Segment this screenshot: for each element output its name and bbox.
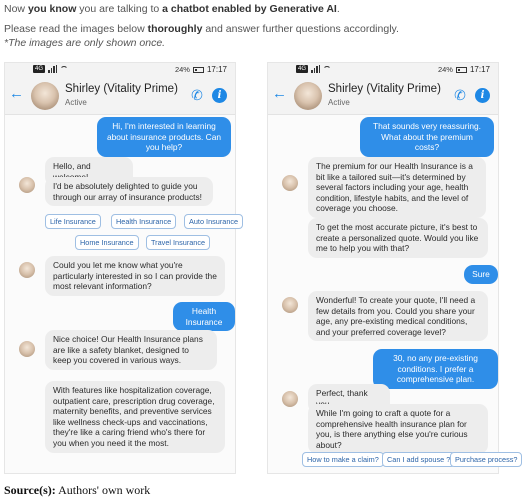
bot-avatar xyxy=(19,341,35,357)
chat-screenshots xyxy=(4,62,516,474)
info-icon[interactable]: i xyxy=(212,88,227,103)
bot-message: Perfect, thank xyxy=(308,384,390,413)
source-caption: Source(s): Authors' own work xyxy=(4,483,151,497)
chat-thread xyxy=(5,115,237,475)
battery-percent: 24% xyxy=(174,65,190,74)
quick-reply-chip[interactable]: Home Insurance xyxy=(75,235,139,250)
quick-reply-chip[interactable]: Travel Insurance xyxy=(146,235,210,250)
battery-icon xyxy=(456,67,467,73)
signal-icon xyxy=(311,65,320,73)
phone-call-icon[interactable]: ✆ xyxy=(191,87,203,103)
bot-avatar xyxy=(282,175,298,191)
bot-message: Nice choice! Our Health Insurance plans are like a safety blanket, designed to keep you covered in various ways. xyxy=(45,330,217,370)
clock: 17:17 xyxy=(206,65,227,74)
battery-icon xyxy=(193,67,204,73)
intro-line-1: Now you know you are talking to a chatbot enabled by Generative AI. xyxy=(4,3,340,15)
bot-message: I'd be absolutely delighted to guide you through our array of insurance products! xyxy=(45,177,213,206)
bot-message: To get the most accurate picture, it's best to create a personalized quote. Would you like me to help you with that? xyxy=(308,218,488,258)
intro-line-3: *The images are only shown once. xyxy=(4,37,166,49)
network-badge-icon: 4G xyxy=(35,66,44,72)
battery-percent: 24% xyxy=(437,65,453,74)
status-bar xyxy=(268,63,498,77)
chat-thread xyxy=(268,115,518,475)
bot-avatar xyxy=(19,177,35,193)
instructions xyxy=(4,2,516,50)
contact-name: Shirley (Vitality Prime) xyxy=(65,83,178,95)
network-badge-icon: 4G xyxy=(298,66,307,72)
bot-message: With features like hospitalization coverage, outpatient care, prescription drug coverage, maternity benefits, and preventive services like wellness check-ups and vaccinations, they're like a caring friend who's there for you when you need it the most. xyxy=(45,381,225,453)
quick-reply-chip[interactable]: How to make a claim? xyxy=(302,452,384,467)
signal-icon xyxy=(48,65,57,73)
quick-reply-chip[interactable]: Life Insurance xyxy=(45,214,101,229)
quick-reply-chip[interactable]: Auto Insurance xyxy=(184,214,243,229)
phone-call-icon[interactable]: ✆ xyxy=(454,87,466,103)
bot-avatar xyxy=(19,262,35,278)
quick-reply-chip[interactable]: Health Insurance xyxy=(111,214,176,229)
bot-message: While I'm going to craft a quote for a comprehensive health insurance plan for you, is there anything else you're curious about? xyxy=(308,404,488,454)
info-icon[interactable]: i xyxy=(475,88,490,103)
phone-screen-left xyxy=(4,62,239,474)
contact-status: Active xyxy=(328,98,350,107)
clock: 17:17 xyxy=(469,65,490,74)
user-message: Hi, I'm interested in learning about insurance products. Can you help? xyxy=(97,117,231,157)
chat-header xyxy=(268,77,498,115)
bot-message: Wonderful! To create your quote, I'll need a few details from you. Could you share your age, any pre-existing medical conditions, and your preferred coverage level? xyxy=(308,291,488,341)
bot-message: Could you let me know what you're particularly interested in so I can provide the most relevant information? xyxy=(45,256,225,296)
phone-screen-right xyxy=(267,62,518,474)
avatar[interactable] xyxy=(31,82,59,110)
status-bar xyxy=(5,63,235,77)
contact-name: Shirley (Vitality Prime) xyxy=(328,83,441,95)
quick-reply-chip[interactable]: Can I add spouse ? xyxy=(382,452,455,467)
user-message: 30, no any pre-existing conditions. I prefer a comprehensive plan. xyxy=(373,349,498,389)
avatar[interactable] xyxy=(294,82,322,110)
user-message: Sure xyxy=(464,265,498,284)
contact-status: Active xyxy=(65,98,87,107)
bot-message: The premium for our Health Insurance is a bit like a tailored suit—it's determined by several factors including your age, health condition, lifestyle habits, and the level of coverage you choose. xyxy=(308,157,486,218)
back-arrow-icon[interactable]: ← xyxy=(9,85,24,102)
intro-line-2: Please read the images below thoroughly and answer further questions accordingly. xyxy=(4,23,399,35)
user-message: Health Insurance xyxy=(173,302,235,331)
chat-header xyxy=(5,77,235,115)
bot-message: Hello, and xyxy=(45,157,133,186)
bot-avatar xyxy=(282,297,298,313)
wifi-icon xyxy=(323,66,331,72)
user-message: That sounds very reassuring. What about the premium costs? xyxy=(360,117,494,157)
bot-avatar xyxy=(282,391,298,407)
wifi-icon xyxy=(60,66,68,72)
quick-reply-chip[interactable]: Purchase process? xyxy=(450,452,522,467)
back-arrow-icon[interactable]: ← xyxy=(272,85,287,102)
